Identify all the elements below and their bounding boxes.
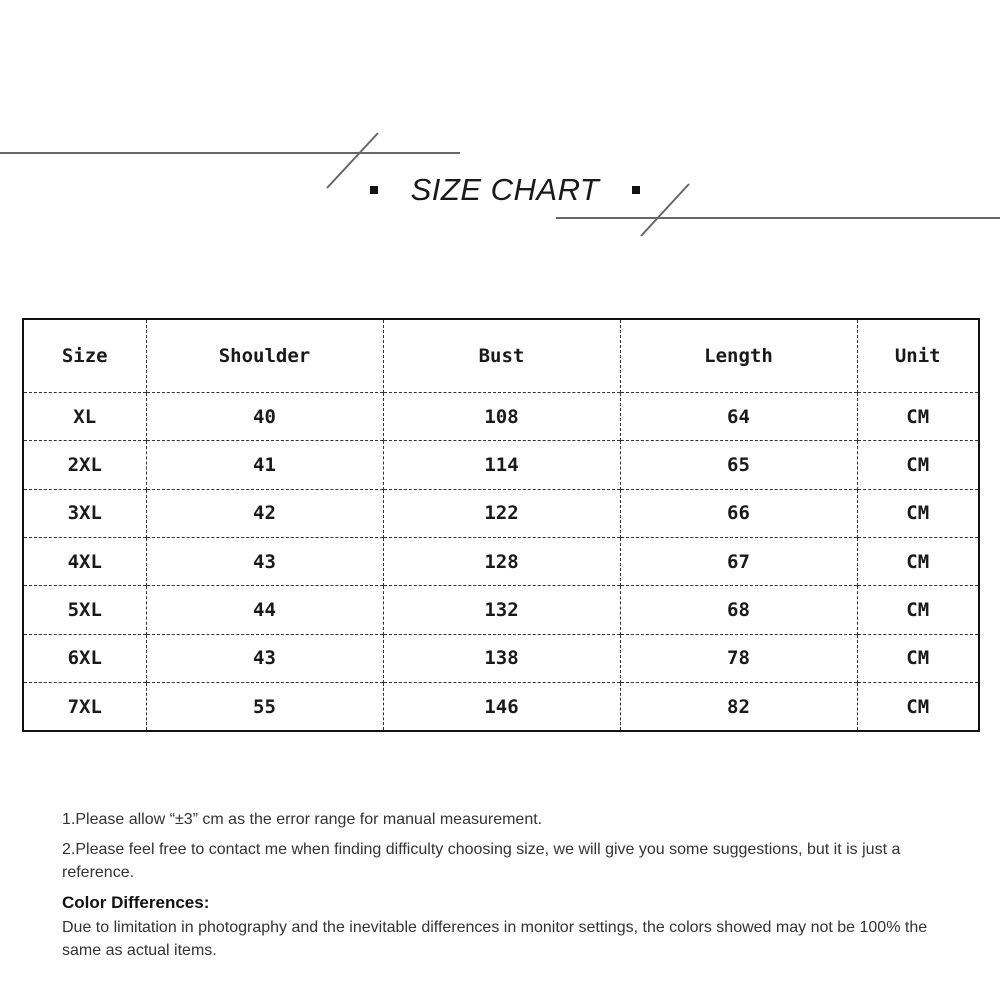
table-row	[24, 683, 978, 730]
bullet-left-icon	[370, 186, 378, 194]
cell-bust: 138	[383, 634, 620, 682]
cell-unit: CM	[857, 634, 978, 682]
note-measurement: 1.Please allow “±3” cm as the error range for manual measurement.	[62, 811, 543, 828]
color-differences-text: Due to limitation in photography and the inevitable differences in monitor settings, the colors showed may not be 100% the same as actual items.	[62, 919, 928, 959]
header-unit: Unit	[857, 320, 978, 393]
cell-shoulder: 40	[146, 393, 383, 441]
cell-shoulder: 43	[146, 634, 383, 682]
cell-bust: 122	[383, 489, 620, 537]
cell-length: 66	[620, 489, 857, 537]
color-differences-heading: Color Differences:	[62, 893, 210, 912]
cell-length: 68	[620, 586, 857, 634]
cell-unit: CM	[857, 586, 978, 634]
notes-section	[62, 808, 942, 962]
cell-bust: 128	[383, 538, 620, 586]
cell-bust: 114	[383, 441, 620, 489]
cell-length: 82	[620, 683, 857, 730]
cell-shoulder: 41	[146, 441, 383, 489]
cell-bust: 108	[383, 393, 620, 441]
table-row	[24, 634, 978, 682]
cell-bust: 132	[383, 586, 620, 634]
table-row	[24, 538, 978, 586]
cell-size: 4XL	[24, 538, 146, 586]
size-table	[24, 320, 978, 730]
right-slash	[641, 184, 689, 236]
table-header-row	[24, 320, 978, 393]
cell-unit: CM	[857, 538, 978, 586]
cell-shoulder: 44	[146, 586, 383, 634]
cell-size: 3XL	[24, 489, 146, 537]
table-row	[24, 441, 978, 489]
cell-unit: CM	[857, 441, 978, 489]
cell-size: 6XL	[24, 634, 146, 682]
table-row	[24, 586, 978, 634]
title-row	[370, 168, 640, 212]
cell-size: XL	[24, 393, 146, 441]
header-length: Length	[620, 320, 857, 393]
page-title: SIZE CHART	[410, 172, 600, 207]
note-contact: 2.Please feel free to contact me when finding difficulty choosing size, we will give you some suggestions, but it is just a reference.	[62, 841, 901, 881]
header-shoulder: Shoulder	[146, 320, 383, 393]
cell-unit: CM	[857, 489, 978, 537]
table-row	[24, 393, 978, 441]
cell-size: 2XL	[24, 441, 146, 489]
cell-length: 65	[620, 441, 857, 489]
bullet-right-icon	[632, 186, 640, 194]
table-row	[24, 489, 978, 537]
cell-bust: 146	[383, 683, 620, 730]
cell-unit: CM	[857, 393, 978, 441]
title-decoration	[0, 0, 1000, 260]
cell-shoulder: 55	[146, 683, 383, 730]
cell-unit: CM	[857, 683, 978, 730]
header-bust: Bust	[383, 320, 620, 393]
size-table-frame	[22, 318, 980, 732]
cell-shoulder: 42	[146, 489, 383, 537]
cell-length: 78	[620, 634, 857, 682]
cell-size: 5XL	[24, 586, 146, 634]
cell-length: 64	[620, 393, 857, 441]
cell-length: 67	[620, 538, 857, 586]
cell-shoulder: 43	[146, 538, 383, 586]
cell-size: 7XL	[24, 683, 146, 730]
header-size: Size	[61, 345, 108, 367]
